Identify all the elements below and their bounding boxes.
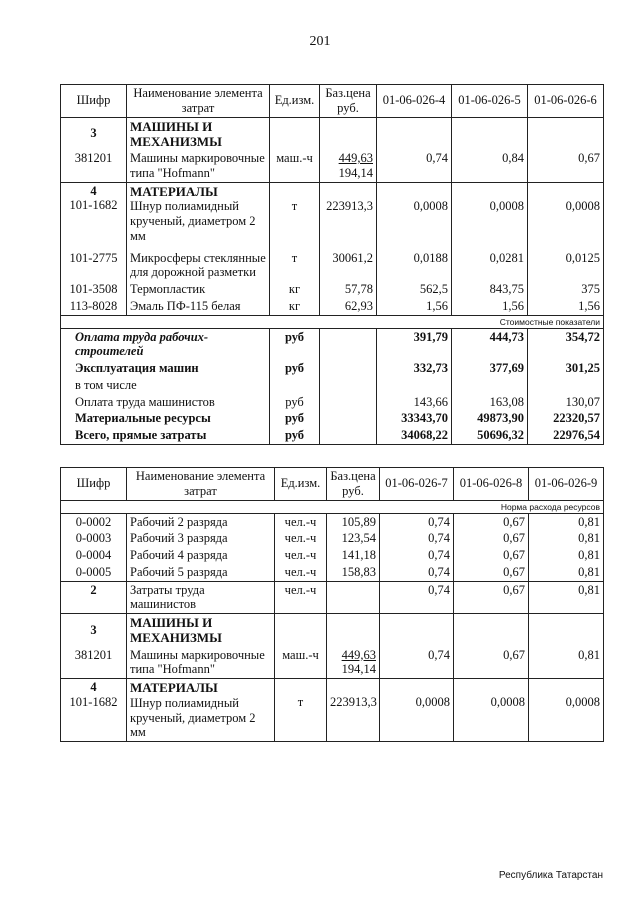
header-price: Баз.цена руб. (320, 85, 377, 118)
row-value-3: 0,81 (529, 530, 604, 547)
row-unit: маш.-ч (275, 647, 327, 679)
row-unit: маш.-ч (270, 150, 320, 182)
section-number: 3 (61, 117, 127, 150)
table-row (61, 513, 604, 530)
resource-table-2 (60, 467, 604, 742)
row-code: 2 (61, 581, 127, 614)
row-value-2: 0,67 (454, 513, 529, 530)
row-unit: чел.-ч (275, 530, 327, 547)
row-value-2: 1,56 (452, 298, 528, 315)
header-col-1: 01-06-026-7 (380, 468, 454, 501)
row-value-3: 0,67 (528, 150, 604, 182)
table-row (61, 150, 604, 182)
row-value-1: 0,74 (380, 581, 454, 614)
row-name: Машины маркировочные типа "Hofmann" (127, 150, 270, 182)
row-value-1: 0,74 (380, 564, 454, 581)
row-code: 0-0004 (61, 547, 127, 564)
row-price: 223913,3 (327, 679, 380, 742)
row-code: 113-8028 (61, 298, 127, 315)
row-unit: кг (270, 298, 320, 315)
row-value-3: 0,0008 (529, 679, 604, 742)
summary-value-2: 377,69 (452, 360, 528, 377)
summary-row (61, 410, 604, 427)
row-value-1: 0,74 (380, 513, 454, 530)
header-col-2: 01-06-026-5 (452, 85, 528, 118)
footer-region: Республика Татарстан (498, 870, 603, 881)
section-title: МАШИНЫ И МЕХАНИЗМЫ (127, 117, 270, 150)
summary-label: Эксплуатация машин (61, 360, 270, 377)
row-value-2: 0,0008 (452, 182, 528, 245)
header-unit: Ед.изм. (270, 85, 320, 118)
row-value-3: 0,81 (529, 647, 604, 679)
summary-row (61, 328, 604, 360)
summary-value-1: 34068,22 (377, 427, 452, 444)
header-col-3: 01-06-026-6 (528, 85, 604, 118)
header-code: Шифр (61, 468, 127, 501)
row-value-2: 843,75 (452, 281, 528, 298)
row-name: Затраты труда машинистов (127, 581, 275, 614)
table-header-row (61, 468, 604, 501)
summary-value-3: 22976,54 (528, 427, 604, 444)
row-value-2: 0,0281 (452, 245, 528, 282)
summary-row (61, 427, 604, 444)
row-code: 0-0002 (61, 513, 127, 530)
row-value-1: 0,0008 (380, 679, 454, 742)
header-code: Шифр (61, 85, 127, 118)
row-code: 381201 (61, 150, 127, 182)
summary-unit: руб (270, 427, 320, 444)
table-row (61, 547, 604, 564)
summary-unit: руб (270, 394, 320, 411)
row-value-2: 0,67 (454, 564, 529, 581)
row-value-2: 0,67 (454, 547, 529, 564)
row-price: 123,54 (327, 530, 380, 547)
row-code: 101-1682 (69, 694, 118, 709)
row-code: 381201 (61, 647, 127, 679)
price-base: 449,63 (338, 151, 373, 166)
row-value-3: 0,0125 (528, 245, 604, 282)
table-row (61, 564, 604, 581)
table-row (61, 647, 604, 679)
row-name: Термопластик (127, 281, 270, 298)
summary-label: Материальные ресурсы (61, 410, 270, 427)
row-price: 57,78 (320, 281, 377, 298)
table-row (61, 245, 604, 282)
summary-value-1: 391,79 (377, 328, 452, 360)
page-number: 201 (309, 34, 331, 49)
row-price: 105,89 (327, 513, 380, 530)
header-name: Наименование элемента затрат (127, 85, 270, 118)
summary-unit: руб (270, 360, 320, 377)
row-unit: т (270, 245, 320, 282)
price-base: 449,63 (341, 647, 376, 662)
summary-row (61, 377, 604, 394)
row-name: МАТЕРИАЛЫ Шнур полиамидный крученый, диаметром 2 мм (127, 679, 275, 742)
cost-subheader-row (61, 315, 604, 328)
section-title: МАТЕРИАЛЫ (130, 183, 218, 199)
row-name: Микросферы стеклянные для дорожной разметки (127, 245, 270, 282)
row-value-1: 1,56 (377, 298, 452, 315)
row-value-1: 0,74 (380, 647, 454, 679)
summary-value-1: 332,73 (377, 360, 452, 377)
summary-unit: руб (270, 410, 320, 427)
price-labor: 194,14 (338, 165, 373, 180)
table-row (61, 281, 604, 298)
summary-row (61, 360, 604, 377)
header-col-3: 01-06-026-9 (529, 468, 604, 501)
table-header-row (61, 85, 604, 118)
row-name: Рабочий 4 разряда (127, 547, 275, 564)
section-number: 3 (61, 614, 127, 647)
row-value-1: 0,0188 (377, 245, 452, 282)
row-value-2: 0,0008 (454, 679, 529, 742)
summary-value-3: 22320,57 (528, 410, 604, 427)
row-unit: т (270, 182, 320, 245)
row-code: 101-3508 (61, 281, 127, 298)
section-row (61, 182, 604, 245)
resource-table-1 (60, 84, 604, 445)
summary-value-2: 49873,90 (452, 410, 528, 427)
row-value-3: 375 (528, 281, 604, 298)
summary-value-3: 130,07 (528, 394, 604, 411)
row-value-1: 0,74 (380, 547, 454, 564)
row-value-3: 0,81 (529, 547, 604, 564)
row-name: МАТЕРИАЛЫ Шнур полиамидный крученый, диаметром 2 мм (127, 182, 270, 245)
row-value-3: 0,0008 (528, 182, 604, 245)
summary-unit: руб (270, 328, 320, 360)
row-price (320, 150, 377, 182)
summary-label: в том числе (61, 377, 270, 394)
cost-subheader: Стоимостные показатели (61, 315, 604, 328)
row-name: Эмаль ПФ-115 белая (127, 298, 270, 315)
summary-value-2: 50696,32 (452, 427, 528, 444)
table-row (61, 298, 604, 315)
row-unit: чел.-ч (275, 581, 327, 614)
row-value-3: 0,81 (529, 581, 604, 614)
summary-value-1: 143,66 (377, 394, 452, 411)
summary-label: Всего, прямые затраты (61, 427, 270, 444)
section-row (61, 679, 604, 742)
row-code: 101-1682 (69, 198, 118, 213)
row-code: 0-0005 (61, 564, 127, 581)
row-price (327, 647, 380, 679)
header-col-1: 01-06-026-4 (377, 85, 452, 118)
row-price: 141,18 (327, 547, 380, 564)
row-price: 62,93 (320, 298, 377, 315)
row-value-1: 562,5 (377, 281, 452, 298)
row-value-3: 0,81 (529, 564, 604, 581)
row-value-1: 0,0008 (377, 182, 452, 245)
row-value-2: 0,67 (454, 647, 529, 679)
section-number: 4 101-1682 (61, 182, 127, 245)
row-price: 158,83 (327, 564, 380, 581)
summary-value-3: 354,72 (528, 328, 604, 360)
row-value-1: 0,74 (377, 150, 452, 182)
header-price: Баз.цена руб. (327, 468, 380, 501)
row-unit: чел.-ч (275, 547, 327, 564)
header-unit: Ед.изм. (275, 468, 327, 501)
row-price: 223913,3 (320, 182, 377, 245)
row-value-3: 1,56 (528, 298, 604, 315)
norm-subheader: Норма расхода ресурсов (61, 500, 604, 513)
table-row (61, 581, 604, 614)
header-name: Наименование элемента затрат (127, 468, 275, 501)
summary-label: Оплата труда машинистов (61, 394, 270, 411)
section-number: 4 101-1682 (61, 679, 127, 742)
table-row (61, 530, 604, 547)
summary-value-1: 33343,70 (377, 410, 452, 427)
section-title: МАШИНЫ И МЕХАНИЗМЫ (127, 614, 275, 647)
section-row (61, 117, 604, 150)
row-name: Машины маркировочные типа "Hofmann" (127, 647, 275, 679)
row-unit: чел.-ч (275, 564, 327, 581)
row-value-2: 0,67 (454, 530, 529, 547)
header-col-2: 01-06-026-8 (454, 468, 529, 501)
summary-row (61, 394, 604, 411)
row-price: 30061,2 (320, 245, 377, 282)
summary-label: Оплата труда рабочих-строителей (61, 328, 270, 360)
row-unit: т (275, 679, 327, 742)
summary-value-3: 301,25 (528, 360, 604, 377)
summary-value-2: 444,73 (452, 328, 528, 360)
row-value-1: 0,74 (380, 530, 454, 547)
row-unit: кг (270, 281, 320, 298)
row-value-2: 0,84 (452, 150, 528, 182)
row-name: Рабочий 3 разряда (127, 530, 275, 547)
row-code: 0-0003 (61, 530, 127, 547)
row-code: 101-2775 (61, 245, 127, 282)
price-labor: 194,14 (341, 662, 376, 677)
norm-subheader-row (61, 500, 604, 513)
section-row (61, 614, 604, 647)
section-title: МАТЕРИАЛЫ (130, 680, 218, 696)
summary-value-2: 163,08 (452, 394, 528, 411)
row-value-2: 0,67 (454, 581, 529, 614)
row-name: Рабочий 5 разряда (127, 564, 275, 581)
row-value-3: 0,81 (529, 513, 604, 530)
row-name: Рабочий 2 разряда (127, 513, 275, 530)
row-unit: чел.-ч (275, 513, 327, 530)
